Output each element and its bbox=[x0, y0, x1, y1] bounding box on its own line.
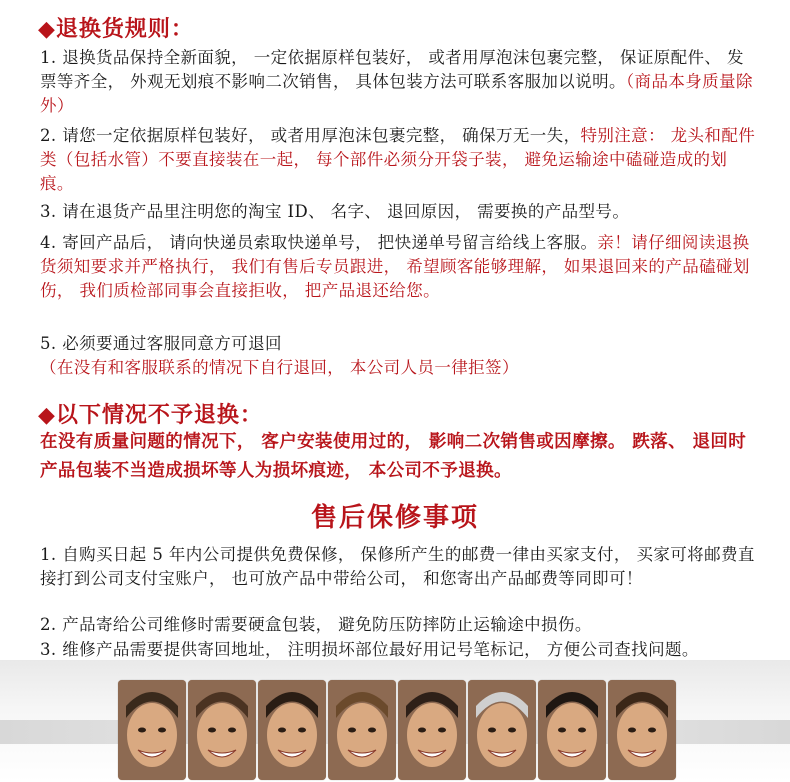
face-photo-1 bbox=[118, 680, 186, 780]
face-photo-8 bbox=[608, 680, 676, 780]
returns-item-5-text: 5. 必须要通过客服同意方可退回 bbox=[40, 334, 282, 353]
returns-heading: ◆退换货规则： bbox=[38, 16, 194, 42]
returns-item-3-text: 3. 请在退货产品里注明您的淘宝 ID、 名字、 退回原因， 需要换的产品型号。 bbox=[40, 202, 630, 221]
warranty-title: 售后保修事项 bbox=[310, 503, 479, 533]
face-photo-4 bbox=[328, 680, 396, 780]
returns-item-4 bbox=[40, 231, 756, 303]
returns-item-3 bbox=[40, 200, 756, 224]
warranty-item-3: 3. 维修产品需要提供寄回地址， 注明损坏部位最好用记号笔标记， 方便公司查找问题。 bbox=[40, 640, 699, 659]
no-return-heading: ◆以下情况不予退换： bbox=[38, 402, 263, 428]
returns-item-2-text: 2. 请您一定依据原样包装好， 或者用厚泡沫包裹完整， 确保万无一失， bbox=[40, 126, 581, 145]
returns-item-4-text: 4. 寄回产品后， 请向快递员索取快递单号， 把快递单号留言给线上客服。 bbox=[40, 233, 598, 252]
face-photo-7 bbox=[538, 680, 606, 780]
returns-item-4-note: 亲！请仔细阅读退换货须知要求并严格执行， 我们有售后专员跟进， 希望顾客能够理解， 如果退回来的产品磕碰划伤， 我们质检部同事会直接拒收， 把产品退还给您。 bbox=[40, 233, 750, 300]
face-photo-6 bbox=[468, 680, 536, 780]
faces-strip bbox=[118, 680, 676, 780]
no-return-text: 在没有质量问题的情况下， 客户安装使用过的， 影响二次销售或因摩擦。 跌落、 退回时产品包装不当造成损坏等人为损坏痕迹， 本公司不予退换。 bbox=[40, 432, 747, 481]
returns-item-1-note: （商品本身质量除外） bbox=[40, 72, 753, 115]
returns-item-5 bbox=[40, 332, 756, 380]
faces-banner bbox=[0, 660, 790, 782]
face-photo-2 bbox=[188, 680, 256, 780]
warranty-item-2: 2. 产品寄给公司维修时需要硬盒包装， 避免防压防摔防止运输途中损伤。 bbox=[40, 615, 592, 634]
face-photo-3 bbox=[258, 680, 326, 780]
face-photo-5 bbox=[398, 680, 466, 780]
returns-item-2-note: 特别注意： 龙头和配件类（包括水管）不要直接装在一起， 每个部件必须分开袋子装， 避免运输途中磕碰造成的划痕。 bbox=[40, 126, 756, 193]
returns-item-1 bbox=[40, 46, 756, 118]
returns-item-2 bbox=[40, 124, 756, 196]
returns-item-5-note: （在没有和客服联系的情况下自行退回， 本公司人员一律拒签） bbox=[40, 358, 519, 377]
returns-item-1-text: 1. 退换货品保持全新面貌， 一定依据原样包装好， 或者用厚泡沫包裹完整， 保证原配件、 发票等齐全， 外观无划痕不影响二次销售， 具体包装方法可联系客服加以说明。 bbox=[40, 48, 744, 91]
warranty-item-1: 1. 自购买日起 5 年内公司提供免费保修， 保修所产生的邮费一律由买家支付， 买家可将邮费直接打到公司支付宝账户， 也可放产品中带给公司， 和您寄出产品邮费等同即可！ bbox=[40, 545, 755, 588]
